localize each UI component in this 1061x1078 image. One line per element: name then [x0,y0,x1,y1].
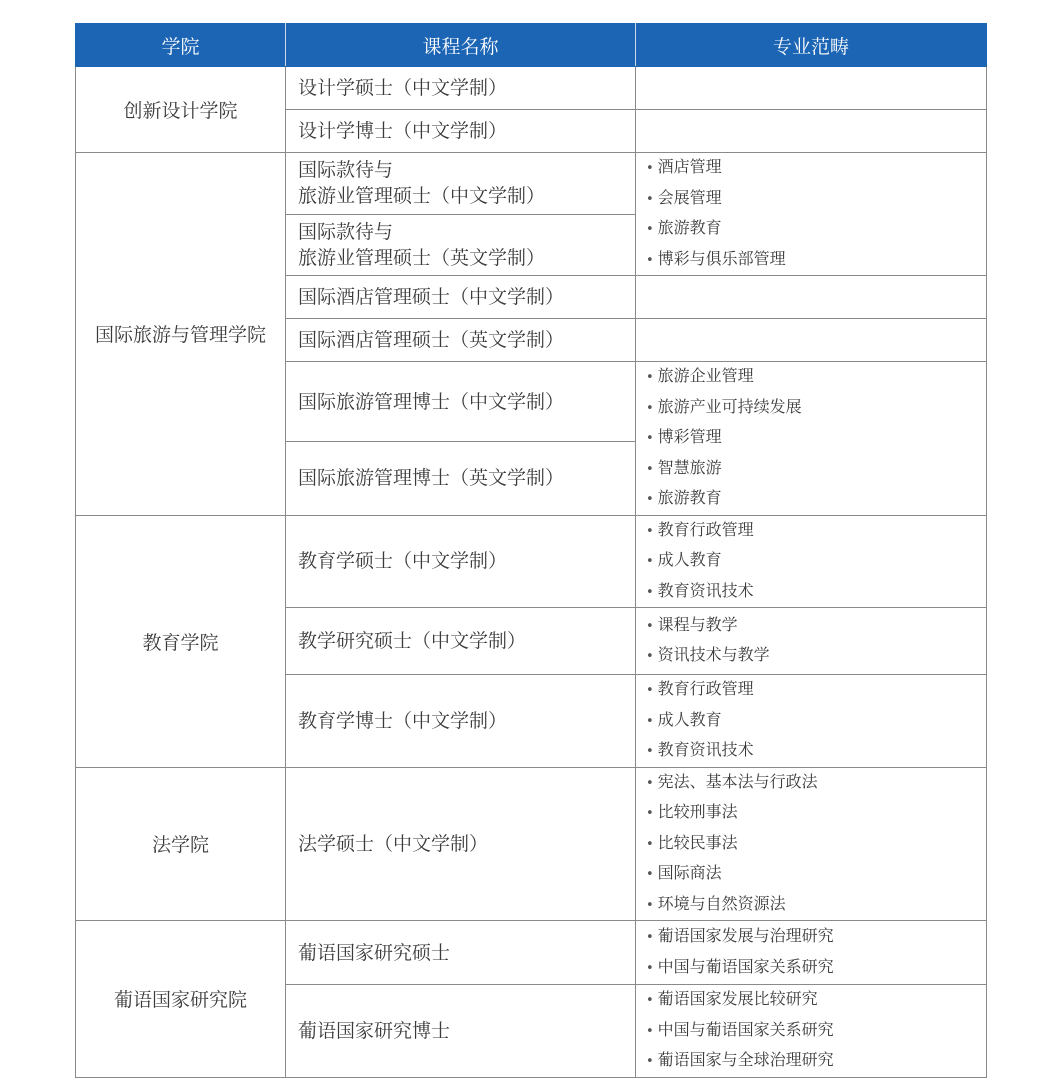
college-cell: 教育学院 [76,515,286,767]
list-item: • 教育行政管理 [646,516,986,547]
list-item: • 博彩与俱乐部管理 [646,245,986,276]
course-cell: 教育学博士（中文学制） [286,675,636,768]
course-cell: 葡语国家研究博士 [286,985,636,1078]
list-item: • 中国与葡语国家关系研究 [646,953,986,984]
list-item: • 葡语国家与全球治理研究 [646,1046,986,1077]
course-cell: 国际酒店管理硕士（英文学制） [286,319,636,362]
course-line: 国际款待与 [298,220,394,243]
course-line: 旅游业管理硕士（英文学制） [298,246,546,269]
course-cell: 法学硕士（中文学制） [286,767,636,921]
spec-cell-empty [636,67,987,110]
list-item: • 酒店管理 [646,153,986,184]
programs-table [75,23,987,1078]
spec-list [646,611,986,672]
course-cell: 教育学硕士（中文学制） [286,515,636,608]
course-line: 旅游业管理硕士（中文学制） [298,185,546,208]
course-cell: 设计学硕士（中文学制） [286,67,636,110]
list-item: • 旅游教育 [646,484,986,515]
table-row [76,515,987,608]
course-cell: 国际酒店管理硕士（中文学制） [286,276,636,319]
course-cell [286,153,636,215]
list-item: • 智慧旅游 [646,454,986,485]
list-item: • 会展管理 [646,184,986,215]
table-row [76,921,987,985]
table-row [76,153,987,215]
list-item: • 宪法、基本法与行政法 [646,768,986,799]
spec-list [646,362,986,515]
list-item: • 环境与自然资源法 [646,890,986,921]
list-item: • 资讯技术与教学 [646,641,986,672]
spec-cell [636,362,987,516]
list-item: • 教育资讯技术 [646,577,986,608]
spec-list [646,985,986,1077]
table-row [76,767,987,921]
list-item: • 成人教育 [646,546,986,577]
spec-cell [636,153,987,276]
course-cell: 国际旅游管理博士（中文学制） [286,362,636,442]
list-item: • 成人教育 [646,706,986,737]
spec-cell [636,608,987,675]
college-cell: 葡语国家研究院 [76,921,286,1078]
spec-cell [636,985,987,1078]
header-college: 学院 [76,24,286,67]
list-item: • 旅游教育 [646,214,986,245]
course-cell: 国际旅游管理博士（英文学制） [286,442,636,515]
header-course: 课程名称 [286,24,636,67]
spec-cell [636,675,987,768]
header-specialization: 专业范畴 [636,24,987,67]
spec-list [646,516,986,608]
list-item: • 教育行政管理 [646,675,986,706]
course-cell: 葡语国家研究硕士 [286,921,636,985]
spec-list [646,768,986,921]
list-item: • 旅游企业管理 [646,362,986,393]
list-item: • 比较刑事法 [646,798,986,829]
spec-list [646,153,986,275]
course-cell: 教学研究硕士（中文学制） [286,608,636,675]
list-item: • 博彩管理 [646,423,986,454]
course-cell [286,214,636,276]
table-header-row [76,24,987,67]
list-item: • 教育资讯技术 [646,736,986,767]
spec-cell [636,767,987,921]
spec-cell [636,515,987,608]
college-cell: 法学院 [76,767,286,921]
spec-cell-empty [636,276,987,319]
spec-list [646,922,986,983]
list-item: • 比较民事法 [646,829,986,860]
course-line: 国际款待与 [298,159,394,182]
course-cell: 设计学博士（中文学制） [286,110,636,153]
list-item: • 中国与葡语国家关系研究 [646,1016,986,1047]
spec-cell [636,921,987,985]
list-item: • 国际商法 [646,859,986,890]
list-item: • 旅游产业可持续发展 [646,393,986,424]
table-row [76,67,987,110]
college-cell: 国际旅游与管理学院 [76,153,286,516]
spec-cell-empty [636,319,987,362]
list-item: • 课程与教学 [646,611,986,642]
college-cell: 创新设计学院 [76,67,286,153]
spec-cell-empty [636,110,987,153]
spec-list [646,675,986,767]
list-item: • 葡语国家发展比较研究 [646,985,986,1016]
list-item: • 葡语国家发展与治理研究 [646,922,986,953]
